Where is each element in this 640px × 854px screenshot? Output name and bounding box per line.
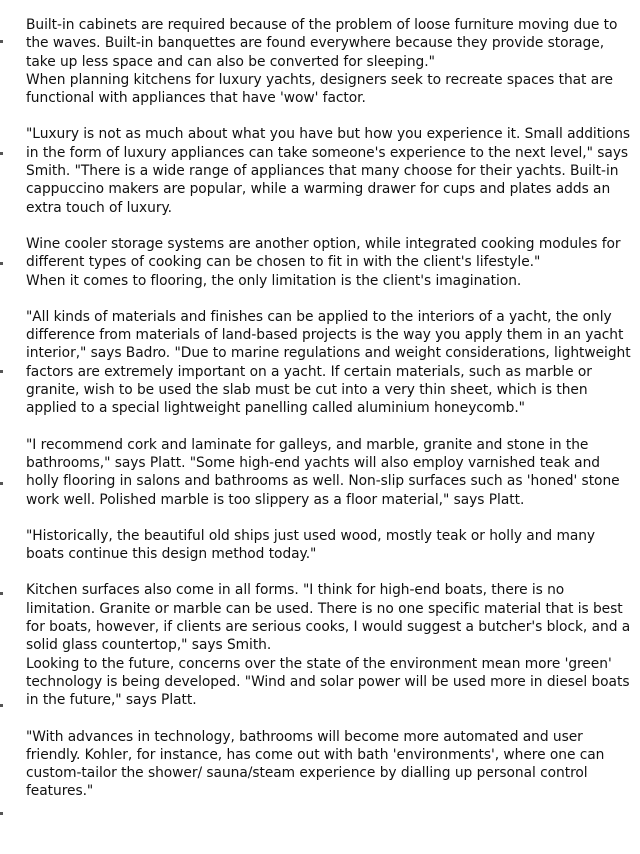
paragraph-materials-finishes: "All kinds of materials and finishes can be applied to the interiors of a yacht, the only difference from materials of land-based projects is the way you apply them in an yacht interior," says Badro. "Due to marine regulations and weight considerations, lightweight factors are extremely important on a yacht. If certain materials, such as marble or granite, wish to be used the slab must be cut into a very thin sheet, which is then applied to a special lightweight panelling called aluminium honeycomb." [26, 308, 631, 417]
paragraph-flooring: When it comes to flooring, the only limitation is the client's imagination. [26, 272, 522, 289]
paragraph-luxury-experience: "Luxury is not as much about what you have but how you experience it. Small additions in the form of luxury appliances can take someone's experience to the next level," says Smith. "There is a wide range of appliances that many choose for their yachts. Built-in cappuccino makers are popular, while a warming drawer for cups and plates adds an extra touch of luxury. [26, 126, 631, 216]
margin-mark [0, 152, 3, 155]
paragraph-cork-laminate: "I recommend cork and laminate for galleys, and marble, granite and stone in the bathrooms," says Platt. "Some high-end yachts will also employ varnished teak and holly flooring in salons and bathrooms as well. Non-slip surfaces such as 'honed' stone work well. Polished marble is too slippery as a floor material," says Platt. [26, 436, 620, 508]
paragraph-planning-kitchens: When planning kitchens for luxury yachts, designers seek to recreate spaces that are functional with appliances that have 'wow' factor. [26, 71, 613, 107]
margin-marks [0, 0, 6, 854]
margin-mark [0, 482, 3, 485]
document-body [26, 16, 636, 819]
paragraph-future-green: Looking to the future, concerns over the state of the environment mean more 'green' technology is being developed. "Wind and solar power will be used more in diesel boats in the future," says Platt. [26, 655, 630, 709]
margin-mark [0, 812, 3, 815]
margin-mark [0, 370, 3, 373]
paragraph-bathroom-technology: "With advances in technology, bathrooms will become more automated and user friendly. Kohler, for instance, has come out with bath 'environments', where one can custom-tailor the shower/ sauna/steam experience by dialling up personal control features." [26, 728, 605, 800]
margin-mark [0, 592, 3, 595]
paragraph-wine-cooler: Wine cooler storage systems are another option, while integrated cooking modules for different types of cooking can be chosen to fit in with the client's lifestyle." [26, 235, 621, 271]
paragraph-kitchen-surfaces: Kitchen surfaces also come in all forms. "I think for high-end boats, there is no limitation. Granite or marble can be used. There is no one specific material that is best for boats, however, if clients are serious cooks, I would suggest a butcher's block, and a solid glass countertop," says Smith. [26, 582, 631, 654]
margin-mark [0, 704, 3, 707]
margin-mark [0, 40, 3, 43]
paragraph-historically: "Historically, the beautiful old ships just used wood, mostly teak or holly and many boats continue this design method today." [26, 527, 596, 563]
margin-mark [0, 262, 3, 265]
paragraph-built-in-cabinets: Built-in cabinets are required because of the problem of loose furniture moving due to the waves. Built-in banquettes are found everywhere because they provide storage, take up less space and can also be converted for sleeping." [26, 17, 618, 70]
